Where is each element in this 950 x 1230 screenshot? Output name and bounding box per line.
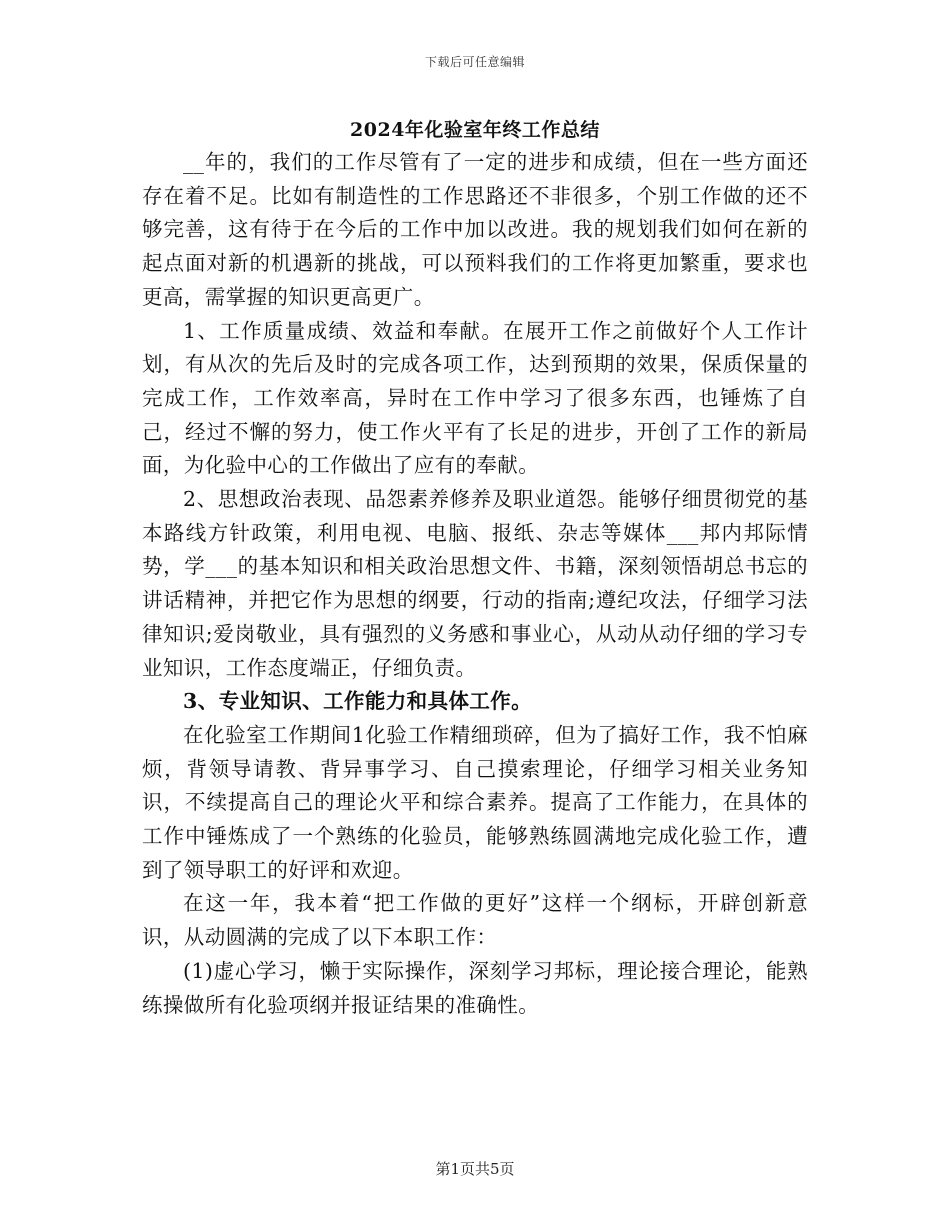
- page-header: 下载后可任意编辑: [424, 55, 525, 69]
- document-title: 2024年化验室年终工作总结: [350, 119, 600, 141]
- section-3-heading: 3、专业知识、工作能力和具体工作。: [183, 689, 533, 714]
- document-body: [142, 146, 808, 1022]
- paragraph-item-1: (1)虚心学习，懒于实际操作，深刻学习邦标，理论接合理论，能熟练操做所有化验项纲并报证结果的准确性。: [142, 958, 808, 1017]
- page-number: 第1页共5页: [435, 1160, 515, 1178]
- paragraph-section-3-body: 在化验室工作期间1化验工作精细琐碎，但为了搞好工作，我不怕麻烦，背领导请教、背异事学习、自己摸索理论，仔细学习相关业务知识，不续提高自己的理论火平和综合素养。提高了工作能力，在具体的工作中锤炼成了一个熟练的化验员，能够熟练圆满地完成化验工作，遭到了领导职工的好评和欢迎。: [142, 722, 808, 882]
- paragraph-goal: 在这一年，我本着“把工作做的更好”这样一个纲标，开辟创新意识，从动圆满的完成了以下本职工作：: [142, 891, 808, 950]
- paragraph-intro: __年的，我们的工作尽管有了一定的进步和成绩，但在一些方面还存在着不足。比如有制造性的工作思路还不非很多，个别工作做的还不够完善，这有待于在今后的工作中加以改进。我的规划我们如何在新的起点面对新的机遇新的挑战，可以预料我们的工作将更加繁重，要求也更高，需掌握的知识更高更广。: [142, 150, 808, 309]
- paragraph-section-2: 2、思想政治表现、品怨素养修养及职业道怨。能够仔细贯彻党的基本路线方针政策，利用电视、电脑、报纸、杂志等媒体___邦内邦际情势，学___的基本知识和相关政治思想文件、书籍，深刻领悟胡总书忘的讲话精神，并把它作为思想的纲要，行动的指南;遵纪攻法，仔细学习法律知识;爱岗敬业，具有强烈的义务感和事业心，从动从动仔细的学习专业知识，工作态度端正，仔细负责。: [142, 487, 808, 680]
- paragraph-section-1: 1、工作质量成绩、效益和奉献。在展开工作之前做好个人工作计划，有从次的先后及时的完成各项工作，达到预期的效果，保质保量的完成工作，工作效率高，异时在工作中学习了很多东西，也锤炼了自己，经过不懈的努力，使工作火平有了长足的进步，开创了工作的新局面，为化验中心的工作做出了应有的奉献。: [142, 318, 808, 478]
